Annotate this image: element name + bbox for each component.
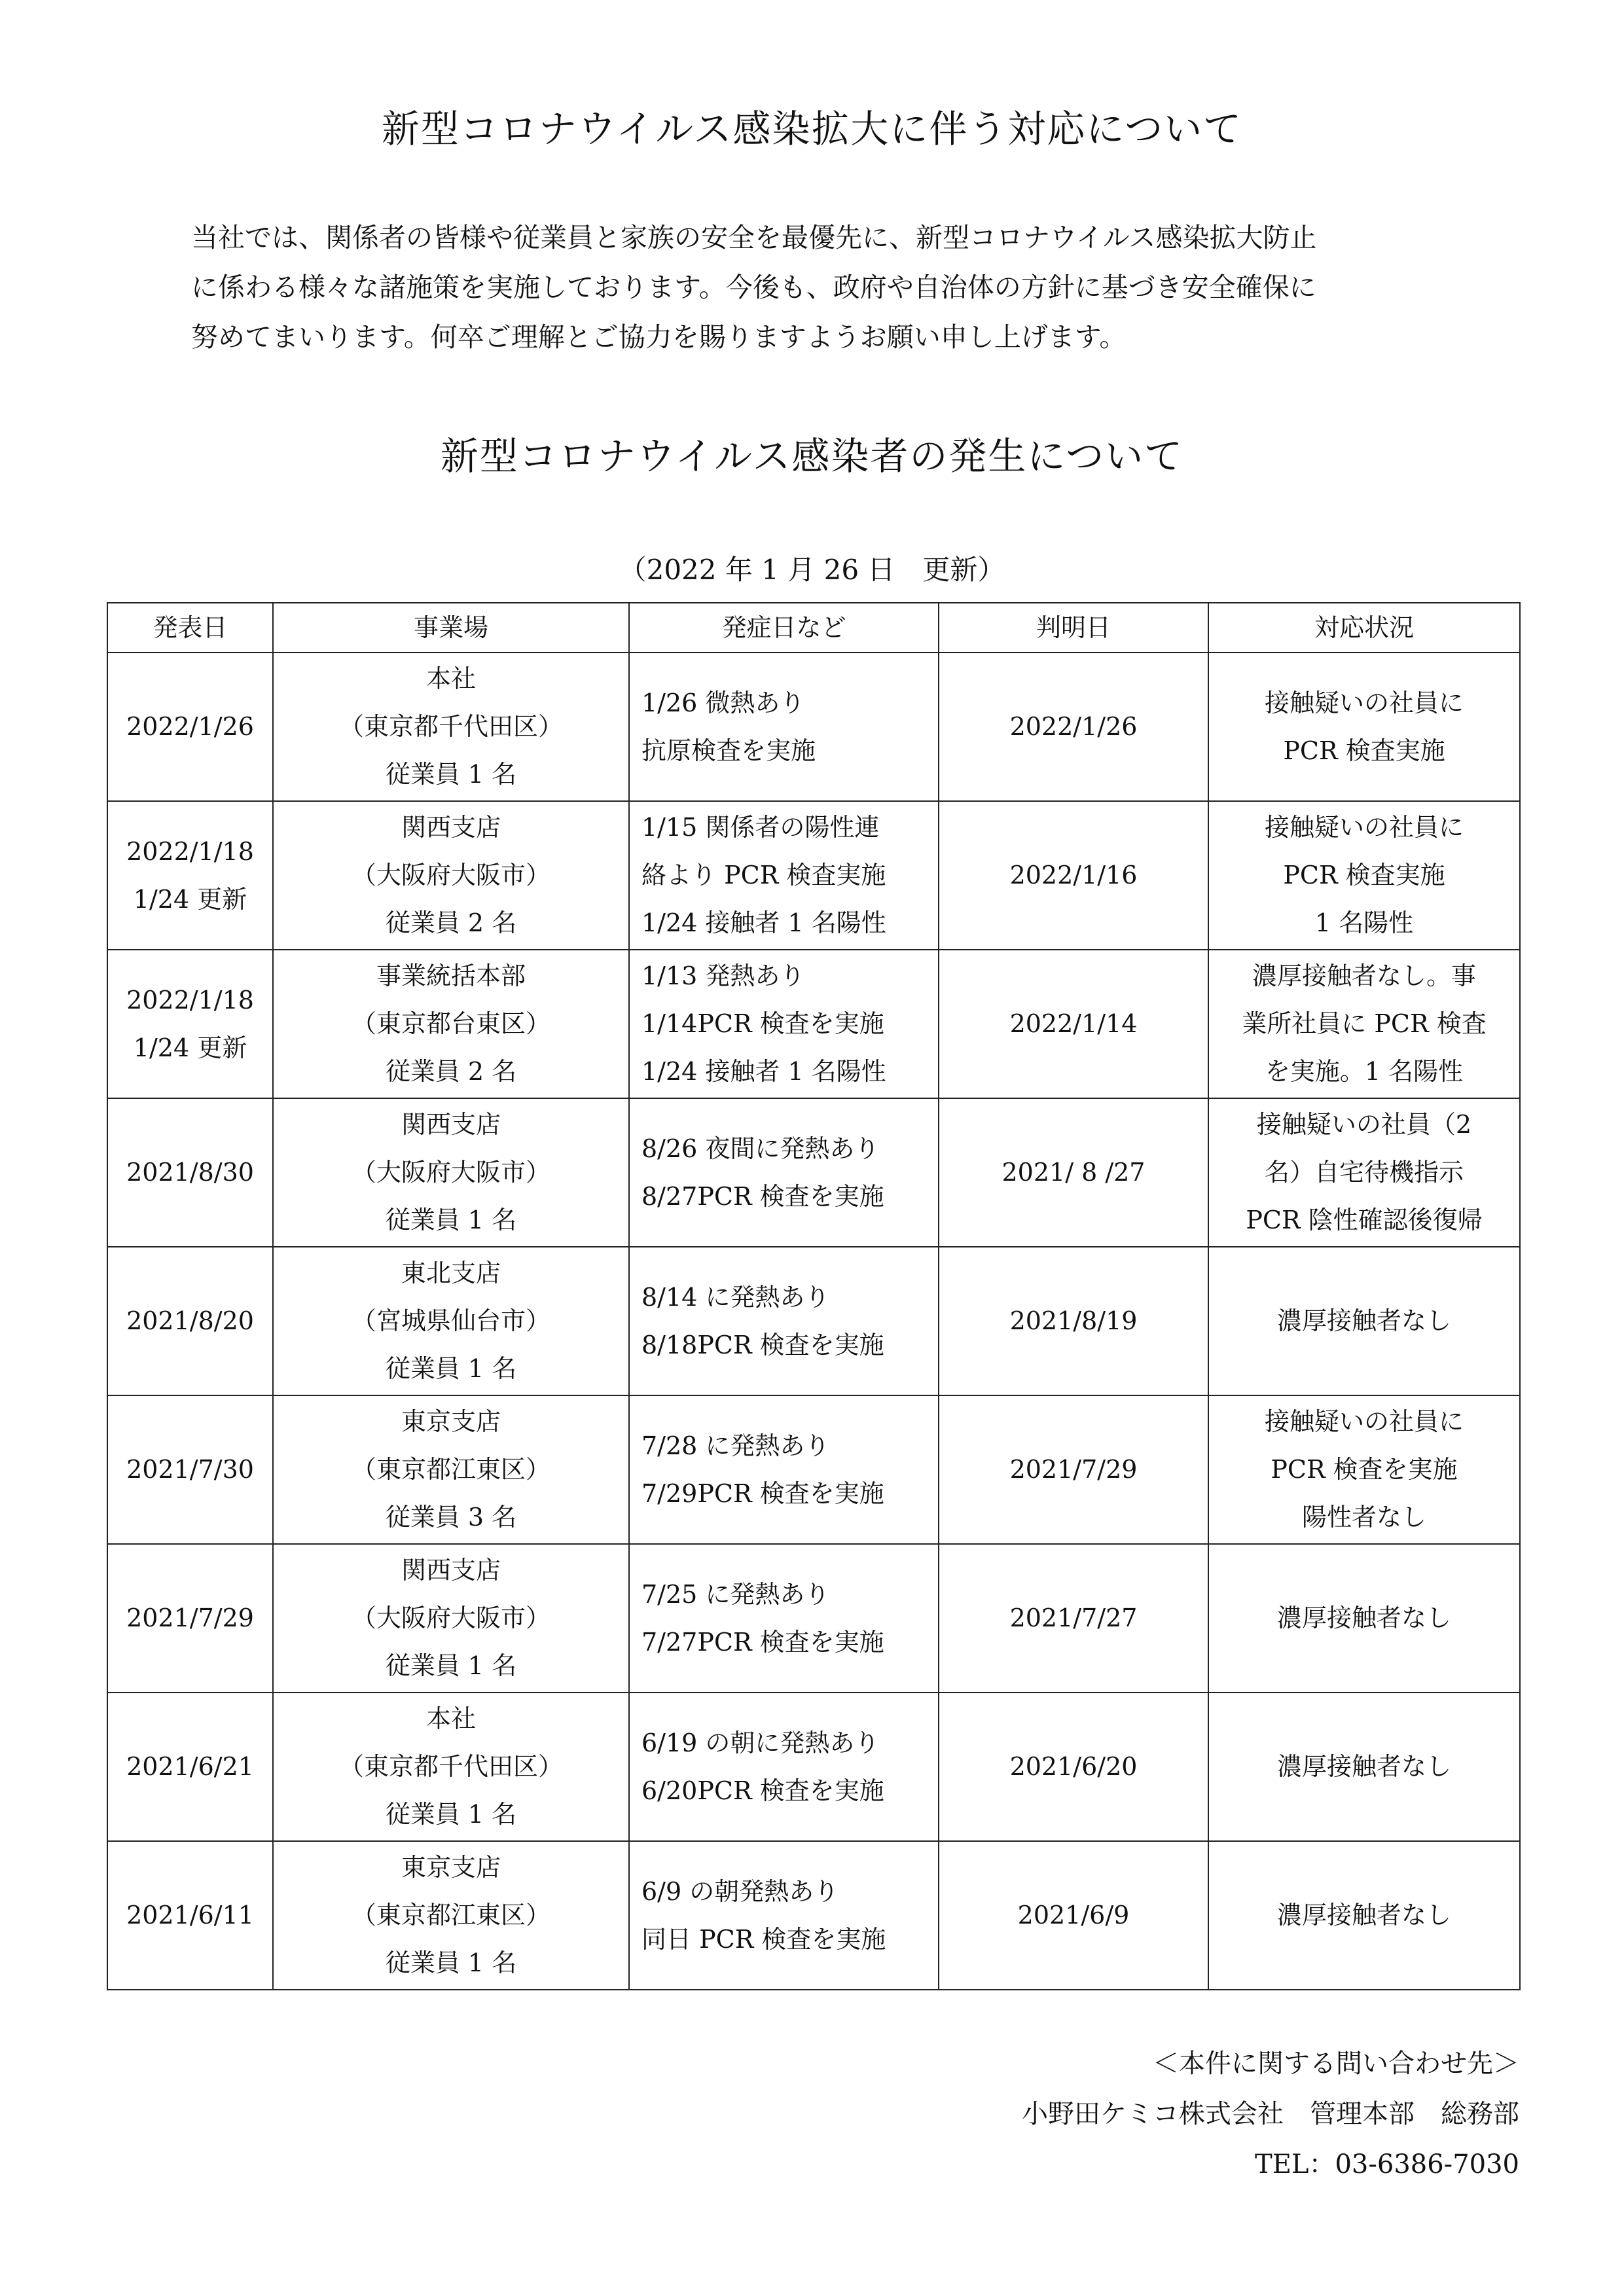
cell-response-line: 濃厚接触者なし [1276, 1306, 1451, 1335]
cell-confirmed [939, 653, 1208, 801]
cell-response-line: PCR 検査を実施 [1271, 1455, 1458, 1484]
cell-announced [107, 1693, 273, 1841]
cell-site-line: 従業員 1 名 [385, 1354, 517, 1383]
cell-announced [107, 1247, 273, 1395]
cell-response-line: 濃厚接触者なし [1276, 1901, 1451, 1929]
cell-confirmed-line: 2021/8/19 [1009, 1306, 1138, 1335]
cell-site-line: （東京都江東区） [351, 1901, 550, 1929]
cell-site-line: （大阪府大阪市） [351, 861, 550, 889]
cell-announced-line: 2021/7/29 [126, 1604, 254, 1632]
cell-response [1208, 1247, 1520, 1395]
cell-onset [629, 653, 939, 801]
cell-response [1208, 950, 1520, 1098]
cell-site [273, 1841, 629, 1990]
cell-site-line: （東京都千代田区） [338, 1752, 563, 1781]
table-row [107, 653, 1520, 801]
cell-site [273, 1693, 629, 1841]
cell-response-line: PCR 陰性確認後復帰 [1246, 1206, 1483, 1234]
intro-line: に係わる様々な諸施策を実施しております。今後も、政府や自治体の方針に基づき安全確保に [191, 272, 1316, 303]
page-title: 新型コロナウイルス感染拡大に伴う対応について [381, 107, 1243, 151]
cell-onset [629, 1693, 939, 1841]
cell-confirmed-line: 2021/7/27 [1009, 1604, 1138, 1632]
cell-announced [107, 801, 273, 950]
table-body [107, 653, 1520, 1990]
cell-site-line: （東京都江東区） [351, 1455, 550, 1484]
cell-confirmed [939, 950, 1208, 1098]
cell-onset-line: 6/9 の朝発熱あり [641, 1876, 839, 1906]
table-row [107, 1098, 1520, 1247]
cell-site-line: （大阪府大阪市） [351, 1604, 550, 1632]
cell-confirmed [939, 1247, 1208, 1395]
cell-announced-line: 2021/7/30 [126, 1455, 254, 1484]
cell-onset-line: 6/20PCR 検査を実施 [641, 1776, 884, 1805]
cell-onset [629, 1841, 939, 1990]
cases-table [107, 602, 1521, 1990]
cell-site-line: 東京支店 [401, 1853, 501, 1882]
cell-site-line: 本社 [425, 1704, 476, 1733]
intro-line: 努めてまいります。何卒ご理解とご協力を賜りますようお願い申し上げます。 [191, 321, 1127, 353]
cell-site-line: 本社 [425, 664, 476, 693]
cell-onset-line: 7/28 に発熱あり [641, 1431, 830, 1460]
intro-line: 当社では、関係者の皆様や従業員と家族の安全を最優先に、新型コロナウイルス感染拡大防止 [191, 222, 1317, 253]
cell-response-line: 濃厚接触者なし。事 [1252, 961, 1476, 990]
cell-confirmed [939, 1395, 1208, 1544]
cell-announced-line: 2021/8/20 [126, 1306, 254, 1335]
table-row [107, 1841, 1520, 1990]
cell-announced [107, 1098, 273, 1247]
cell-onset [629, 1247, 939, 1395]
cell-response-line: PCR 検査実施 [1283, 861, 1445, 889]
cell-site [273, 1395, 629, 1544]
cell-onset [629, 1544, 939, 1693]
cell-onset-line: 同日 PCR 検査を実施 [641, 1924, 886, 1954]
cell-onset-line: 1/14PCR 検査を実施 [641, 1009, 884, 1038]
cell-announced-line: 2022/1/26 [126, 712, 254, 741]
cell-announced-line: 2022/1/18 [126, 985, 254, 1014]
cell-confirmed [939, 1841, 1208, 1990]
cell-onset-line: 1/24 接触者 1 名陽性 [641, 908, 886, 937]
table-row [107, 950, 1520, 1098]
cell-announced-line: 1/24 更新 [133, 884, 247, 914]
header-confirmed: 判明日 [939, 603, 1208, 653]
cell-onset-line: 7/29PCR 検査を実施 [641, 1479, 884, 1508]
cell-announced [107, 1544, 273, 1693]
cell-onset-line: 8/18PCR 検査を実施 [641, 1330, 884, 1359]
cell-confirmed [939, 1544, 1208, 1693]
contact-heading: ＜本件に関する問い合わせ先＞ [1153, 2049, 1519, 2079]
cell-onset-line: 8/27PCR 検査を実施 [641, 1181, 884, 1211]
cell-confirmed-line: 2022/1/14 [1009, 1009, 1138, 1038]
cell-response-line: 陽性者なし [1301, 1503, 1426, 1532]
contact-company: 小野田ケミコ株式会社 管理本部 総務部 [1022, 2099, 1519, 2129]
cell-site-line: 関西支店 [401, 813, 501, 842]
cell-response-line: 接触疑いの社員に [1264, 688, 1464, 717]
cell-site-line: 東北支店 [401, 1259, 501, 1287]
cell-onset [629, 1395, 939, 1544]
contact-tel: TEL：03-6386-7030 [1255, 2149, 1519, 2179]
cell-site-line: 従業員 1 名 [385, 760, 517, 789]
cell-announced [107, 950, 273, 1098]
cell-onset-line: 6/19 の朝に発熱あり [641, 1728, 880, 1757]
cell-onset [629, 1098, 939, 1247]
cell-response-line: 名）自宅待機指示 [1264, 1158, 1464, 1187]
cell-response-line: 接触疑いの社員に [1264, 1407, 1464, 1436]
cell-announced [107, 653, 273, 801]
cell-site-line: 関西支店 [401, 1110, 501, 1139]
table-header-row [107, 603, 1520, 653]
cell-onset-line: 抗原検査を実施 [641, 736, 816, 765]
cell-response [1208, 801, 1520, 950]
table-row [107, 1247, 1520, 1395]
cell-confirmed-line: 2022/1/26 [1009, 712, 1138, 741]
cell-site-line: （東京都千代田区） [338, 712, 563, 741]
cell-onset-line: 7/27PCR 検査を実施 [641, 1627, 884, 1657]
cell-announced-line: 2021/6/21 [126, 1752, 254, 1781]
table-row [107, 1395, 1520, 1544]
cell-site [273, 653, 629, 801]
cell-site [273, 950, 629, 1098]
cell-site-line: 東京支店 [401, 1407, 501, 1436]
cell-site [273, 801, 629, 950]
cell-announced-line: 2021/8/30 [126, 1158, 254, 1187]
cell-confirmed-line: 2021/6/20 [1009, 1752, 1138, 1781]
cell-onset-line: 1/13 発熱あり [641, 961, 805, 990]
cell-announced-line: 1/24 更新 [133, 1033, 247, 1062]
cell-onset-line: 1/15 関係者の陽性連 [641, 813, 880, 842]
header-onset: 発症日など [629, 603, 939, 653]
cell-onset-line: 8/26 夜間に発熱あり [641, 1134, 880, 1163]
cell-confirmed [939, 1098, 1208, 1247]
cell-announced-line: 2021/6/11 [126, 1901, 254, 1929]
cell-announced [107, 1841, 273, 1990]
header-site: 事業場 [273, 603, 629, 653]
cell-site-line: 従業員 1 名 [385, 1948, 517, 1977]
cell-onset-line: 1/24 接触者 1 名陽性 [641, 1057, 886, 1086]
cell-onset-line: 7/25 に発熱あり [641, 1579, 830, 1609]
cell-response-line: を実施。1 名陽性 [1265, 1057, 1464, 1086]
cell-response-line: 濃厚接触者なし [1276, 1604, 1451, 1632]
cell-response-line: 接触疑いの社員に [1264, 813, 1464, 842]
cell-onset [629, 950, 939, 1098]
cell-response [1208, 1098, 1520, 1247]
cell-response-line: 接触疑いの社員（2 [1256, 1110, 1472, 1139]
cell-response [1208, 1693, 1520, 1841]
cell-site-line: 関西支店 [401, 1556, 501, 1585]
cell-site-line: 事業統括本部 [376, 961, 526, 990]
table-row [107, 801, 1520, 950]
cell-response-line: 業所社員に PCR 検査 [1242, 1009, 1487, 1038]
cell-site-line: （東京都台東区） [351, 1009, 550, 1038]
cell-onset-line: 1/26 微熱あり [641, 688, 805, 717]
cell-site-line: 従業員 1 名 [385, 1651, 517, 1680]
header-announced: 発表日 [107, 603, 273, 653]
cell-confirmed-line: 2021/6/9 [1017, 1901, 1130, 1929]
cell-onset-line: 8/14 に発熱あり [641, 1282, 830, 1312]
cell-announced-line: 2022/1/18 [126, 836, 254, 866]
cell-confirmed-line: 2021/7/29 [1009, 1455, 1138, 1484]
cell-site [273, 1544, 629, 1693]
table-row [107, 1544, 1520, 1693]
cell-response-line: 1 名陽性 [1314, 908, 1414, 937]
cell-response [1208, 653, 1520, 801]
cell-announced [107, 1395, 273, 1544]
table-row [107, 1693, 1520, 1841]
cell-response [1208, 1544, 1520, 1693]
cell-response [1208, 1395, 1520, 1544]
cell-site [273, 1247, 629, 1395]
cell-site-line: 従業員 3 名 [385, 1503, 517, 1532]
contact-block [1022, 2039, 1519, 2190]
intro-paragraph [191, 213, 1454, 362]
cell-onset-line: 絡より PCR 検査実施 [641, 861, 886, 889]
cell-site [273, 1098, 629, 1247]
cell-confirmed [939, 1693, 1208, 1841]
cell-site-line: 従業員 1 名 [385, 1206, 517, 1234]
cell-response [1208, 1841, 1520, 1990]
cell-site-line: 従業員 1 名 [385, 1800, 517, 1829]
cell-response-line: 濃厚接触者なし [1276, 1752, 1451, 1781]
cell-confirmed [939, 801, 1208, 950]
cell-site-line: （大阪府大阪市） [351, 1158, 550, 1187]
cell-site-line: 従業員 2 名 [385, 1057, 517, 1086]
cell-site-line: 従業員 2 名 [385, 908, 517, 937]
cell-response-line: PCR 検査実施 [1283, 736, 1445, 765]
cell-confirmed-line: 2022/1/16 [1009, 861, 1138, 889]
header-response: 対応状況 [1208, 603, 1520, 653]
cell-onset [629, 801, 939, 950]
section-title: 新型コロナウイルス感染者の発生について [440, 434, 1184, 478]
update-date: （2022 年 1 月 26 日 更新） [619, 554, 1005, 586]
cell-site-line: （宮城県仙台市） [351, 1306, 550, 1335]
cell-confirmed-line: 2021/ 8 /27 [1001, 1158, 1146, 1187]
